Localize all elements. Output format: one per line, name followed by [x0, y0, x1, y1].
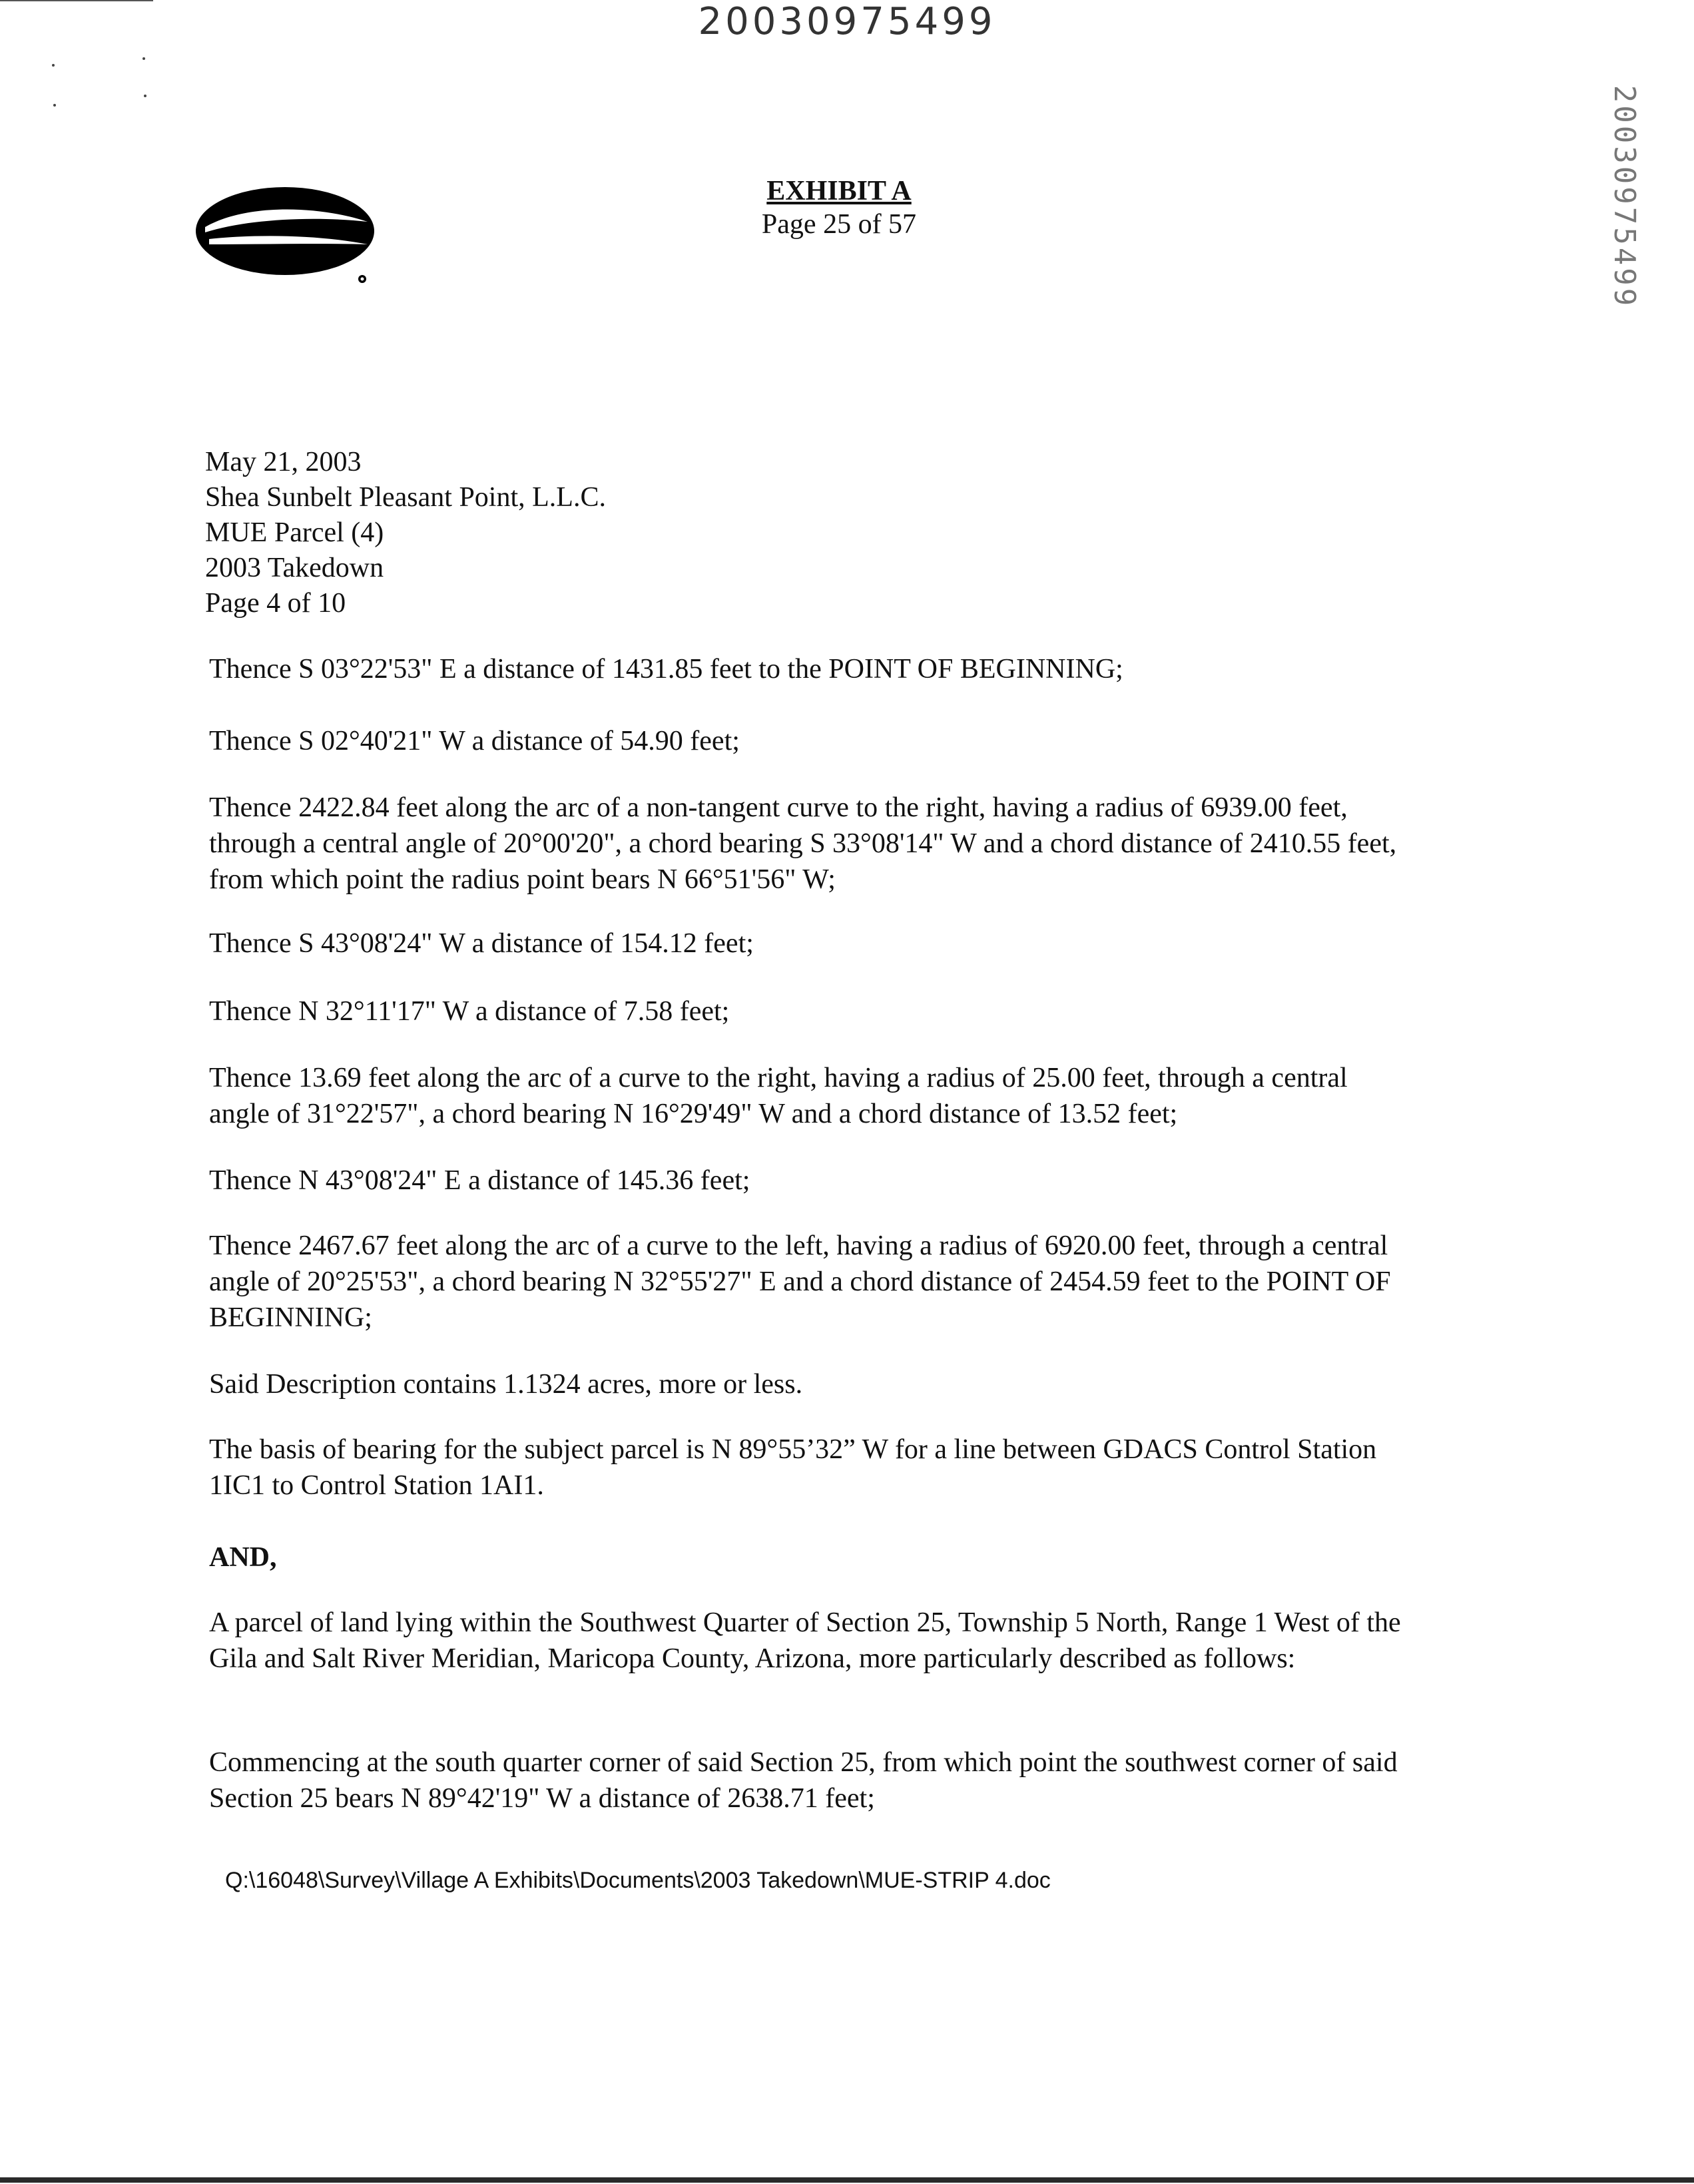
description-paragraph: Thence S 03°22'53" E a distance of 1431.85 feet to the POINT OF BEGINNING;	[209, 654, 1123, 684]
commencing-paragraph: Commencing at the south quarter corner of said Section 25, from which point the southwest corner of said Section 25 bears N 89°42'19" W a distance of 2638.71 feet;	[209, 1747, 1398, 1814]
header-page: Page 4 of 10	[205, 588, 346, 619]
header-takedown: 2003 Takedown	[205, 553, 384, 583]
header-parcel: MUE Parcel (4)	[205, 517, 384, 548]
scan-speck	[52, 64, 55, 67]
recording-number: 20030975499	[698, 0, 996, 43]
description-paragraph: Thence N 32°11'17" W a distance of 7.58 feet;	[209, 996, 730, 1027]
side-recording-stamp	[1598, 85, 1651, 308]
header-company: Shea Sunbelt Pleasant Point, L.L.C.	[205, 482, 606, 513]
description-paragraph: Thence 2467.67 feet along the arc of a curve to the left, having a radius of 6920.00 feet, through a central angle of 20°25'53", a chord bearing N 32°55'27" E and a chord distance of 2454.59 feet to the POINT OF BEGINNING;	[209, 1230, 1391, 1333]
description-paragraph: Thence S 02°40'21" W a distance of 54.90 feet;	[209, 726, 740, 756]
exhibit-page-number: Page 25 of 57	[761, 209, 917, 240]
letter-header	[205, 445, 606, 621]
description-paragraph: Thence 2422.84 feet along the arc of a non-tangent curve to the right, having a radius of 6939.00 feet, through a central angle of 20°00'20", a chord bearing S 33°08'14" W and a chord distance of 2410.55 feet, from which point the radius point bears N 66°51'56" W;	[209, 792, 1397, 895]
exhibit-heading	[679, 174, 999, 241]
shea-swoosh-logo-icon	[193, 183, 386, 293]
description-paragraph: Thence S 43°08'24" W a distance of 154.12 feet;	[209, 928, 754, 959]
and-heading: AND,	[209, 1542, 277, 1573]
description-paragraph: Thence 13.69 feet along the arc of a curve to the right, having a radius of 25.00 feet, through a central angle of 31°22'57", a chord bearing N 16°29'49" W and a chord distance of 13.52 feet;	[209, 1063, 1348, 1129]
basis-of-bearing-paragraph: The basis of bearing for the subject parcel is N 89°55’32” W for a line between GDACS Control Station 1IC1 to Control Station 1AI1.	[209, 1434, 1377, 1501]
scan-speck	[142, 57, 145, 60]
header-date: May 21, 2003	[205, 447, 362, 477]
exhibit-title: EXHIBIT A	[766, 176, 912, 206]
scan-bottom-edge	[0, 2177, 1694, 2183]
scan-speck	[144, 95, 146, 97]
parcel-location-paragraph: A parcel of land lying within the Southwest Quarter of Section 25, Township 5 North, Range 1 West of the Gila and Salt River Meridian, Maricopa County, Arizona, more particularly described as follows:	[209, 1607, 1401, 1674]
scan-speck	[53, 104, 56, 107]
description-paragraph: Said Description contains 1.1324 acres, more or less.	[209, 1369, 803, 1400]
side-stamp-text: 20030975499	[1607, 85, 1642, 308]
document-file-path: Q:\16048\Survey\Village A Exhibits\Documents\2003 Takedown\MUE-STRIP 4.doc	[225, 1868, 1051, 1893]
description-paragraph: Thence N 43°08'24" E a distance of 145.36 feet;	[209, 1165, 750, 1196]
